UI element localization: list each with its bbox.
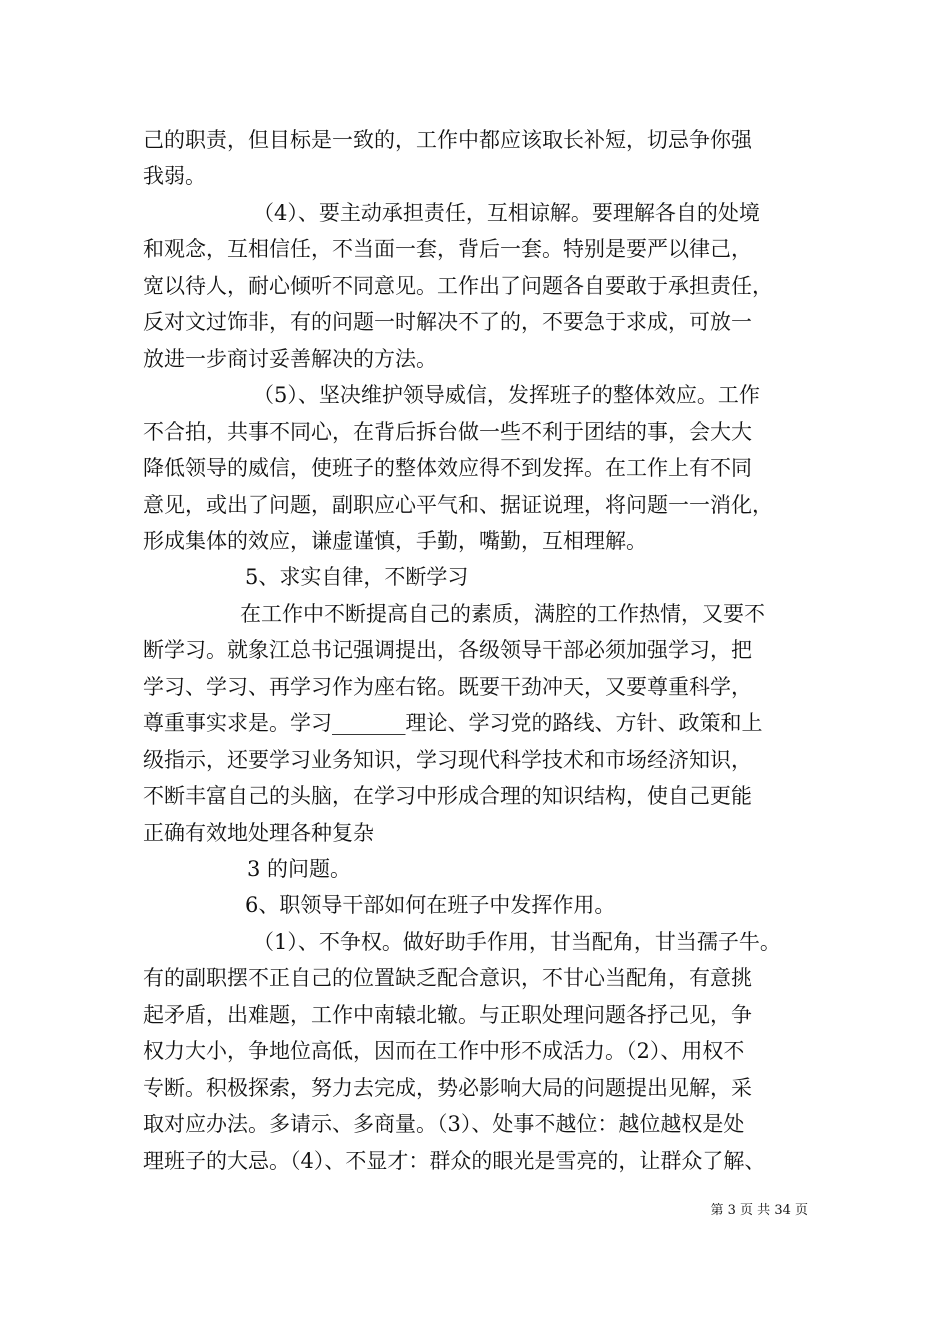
text-line: 级指示，还要学习业务知识，学习现代科学技术和市场经济知识，: [143, 747, 752, 772]
text-line: 放进一步商讨妥善解决的方法。: [143, 346, 437, 371]
text-line: 专断。积极探索，努力去完成，势必影响大局的问题提出见解，采: [143, 1075, 752, 1100]
text-line: 6、职领导干部如何在班子中发挥作用。: [245, 893, 616, 918]
text-line: 起矛盾，出难题，工作中南辕北辙。与正职处理问题各抒己见，争: [143, 1002, 752, 1027]
text-line: 反对文过饰非，有的问题一时解决不了的，不要急于求成，可放一: [143, 310, 752, 335]
text-line: 不合拍，共事不同心，在背后拆台做一些不利于团结的事，会大大: [143, 419, 752, 444]
page-number-footer: 第 3 页 共 34 页: [710, 1203, 808, 1218]
text-line: 己的职责，但目标是一致的，工作中都应该取长补短，切忌争你强: [143, 128, 752, 152]
text-line: 理班子的大忌。（4）、不显才：群众的眼光是雪亮的，让群众了解、: [143, 1148, 766, 1173]
text-line: 5、求实自律，不断学习: [245, 565, 469, 590]
text-line: 学习、学习、再学习作为座右铭。既要干劲冲天，又要尊重科学，: [143, 674, 752, 699]
text-line: 意见，或出了问题，副职应心平气和、据证说理，将问题一一消化，: [143, 492, 773, 517]
text-line: 正确有效地处理各种复杂: [143, 820, 374, 845]
text-line: 和观念，互相信任，不当面一套，背后一套。特别是要严以律己，: [143, 237, 752, 262]
text-line: 有的副职摆不正自己的位置缺乏配合意识，不甘心当配角，有意挑: [143, 966, 752, 991]
text-line: 宽以待人，耐心倾听不同意见。工作出了问题各自要敢于承担责任，: [143, 273, 773, 298]
text-line: 取对应办法。多请示、多商量。（3）、处事不越位：越位越权是处: [143, 1112, 745, 1137]
text-line: （4）、要主动承担责任，互相谅解。要理解各自的处境: [253, 200, 760, 225]
text-line: 尊重事实求是。学习_______理论、学习党的路线、方针、政策和上: [143, 711, 763, 736]
text-line: （1）、不争权。做好助手作用，甘当配角，甘当孺子牛。: [253, 929, 781, 954]
text-line: 断学习。就象江总书记强调提出，各级领导干部必须加强学习，把: [143, 638, 752, 663]
text-line: 降低领导的威信，使班子的整体效应得不到发挥。在工作上有不同: [143, 456, 752, 481]
text-line: （5）、坚决维护领导威信，发挥班子的整体效应。工作: [253, 383, 760, 408]
text-line: 在工作中不断提高自己的素质，满腔的工作热情，又要不: [240, 601, 765, 626]
text-line: 权力大小，争地位高低，因而在工作中形不成活力。（2）、用权不: [143, 1039, 745, 1064]
text-line: 形成集体的效应，谦虚谨慎，手勤，嘴勤，互相理解。: [143, 528, 647, 553]
text-line: 我弱。: [143, 164, 206, 189]
text-line: 不断丰富自己的头脑，在学习中形成合理的知识结构，使自己更能: [143, 784, 752, 809]
text-line: 3 的问题。: [247, 857, 352, 881]
